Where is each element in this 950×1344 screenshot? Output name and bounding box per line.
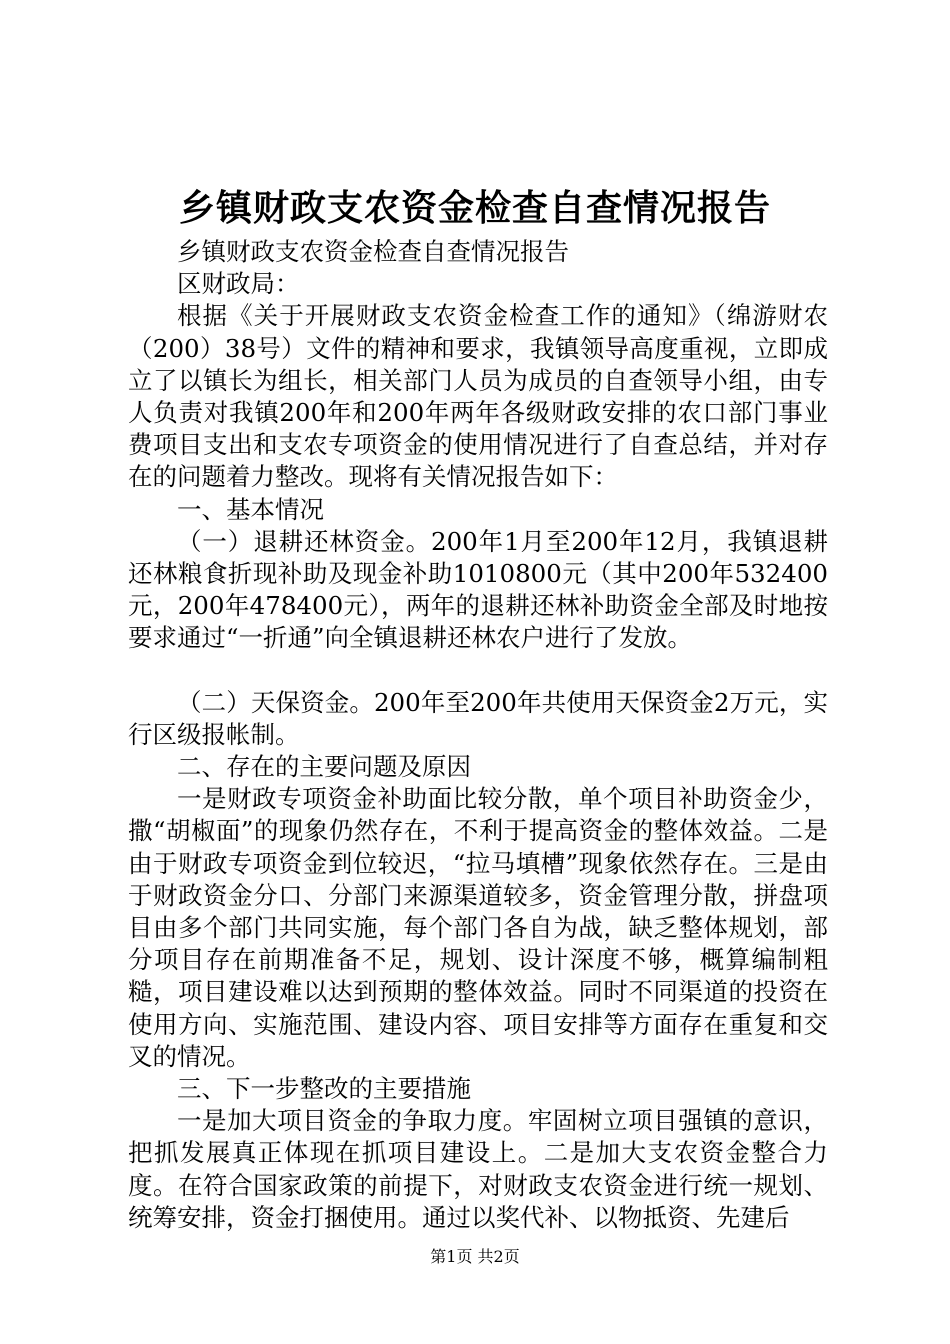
intro-paragraph: 根据《关于开展财政支农资金检查工作的通知》（绵游财农（200）38号）文件的精神和要求，我镇领导高度重视，立即成立了以镇长为组长，相关部门人员为成员的自查领导小组，由专人负责对我镇200年和200年两年各级财政安排的农口部门事业费项目支出和支农专项资金的使用情况进行了自查总结，并对存在的问题着力整改。现将有关情况报告如下： [128,301,828,492]
page-footer: 第1页 共2页 [430,1247,520,1266]
document-title: 乡镇财政支农资金检查自查情况报告 [178,187,771,229]
paragraph-problems: 一是财政专项资金补助面比较分散，单个项目补助资金少，撒“胡椒面”的现象仍然存在，不利于提高资金的整体效益。二是由于财政专项资金到位较迟，“拉马填槽”现象依然存在。三是由于财政资金分口、分部门来源渠道较多，资金管理分散，拼盘项目由多个部门共同实施，每个部门各自为战，缺乏整体规划，部分项目存在前期准备不足，规划、设计深度不够，概算编制粗糙，项目建设难以达到预期的整体效益。同时不同渠道的投资在使用方向、实施范围、建设内容、项目安排等方面存在重复和交叉的情况。 [128,784,828,1071]
paragraph-forest-protection: （二）天保资金。200年至200年共使用天保资金2万元，实行区级报帐制。 [128,687,828,749]
salutation: 区财政局： [177,269,300,299]
section-heading-basic: 一、基本情况 [177,494,324,524]
paragraph-measures: 一是加大项目资金的争取力度。牢固树立项目强镇的意识，把抓发展真正体现在抓项目建设上。二是加大支农资金整合力度。在符合国家政策的前提下，对财政支农资金进行统一规划、统筹安排，资金打捆使用。通过以奖代补、以物抵资、先建后 [128,1106,828,1232]
section-heading-problems: 二、存在的主要问题及原因 [177,752,471,782]
paragraph-reforestation: （一）退耕还林资金。200年1月至200年12月，我镇退耕还林粮食折现补助及现金补助1010800元（其中200年532400元，200年478400元），两年的退耕还林补助资金全部及时地按要求通过“一折通”向全镇退耕还林农户进行了发放。 [128,526,828,653]
subtitle-line: 乡镇财政支农资金检查自查情况报告 [177,237,569,266]
document-body [128,236,828,1234]
blank-line [128,655,828,687]
section-heading-measures: 三、下一步整改的主要措施 [177,1074,471,1104]
